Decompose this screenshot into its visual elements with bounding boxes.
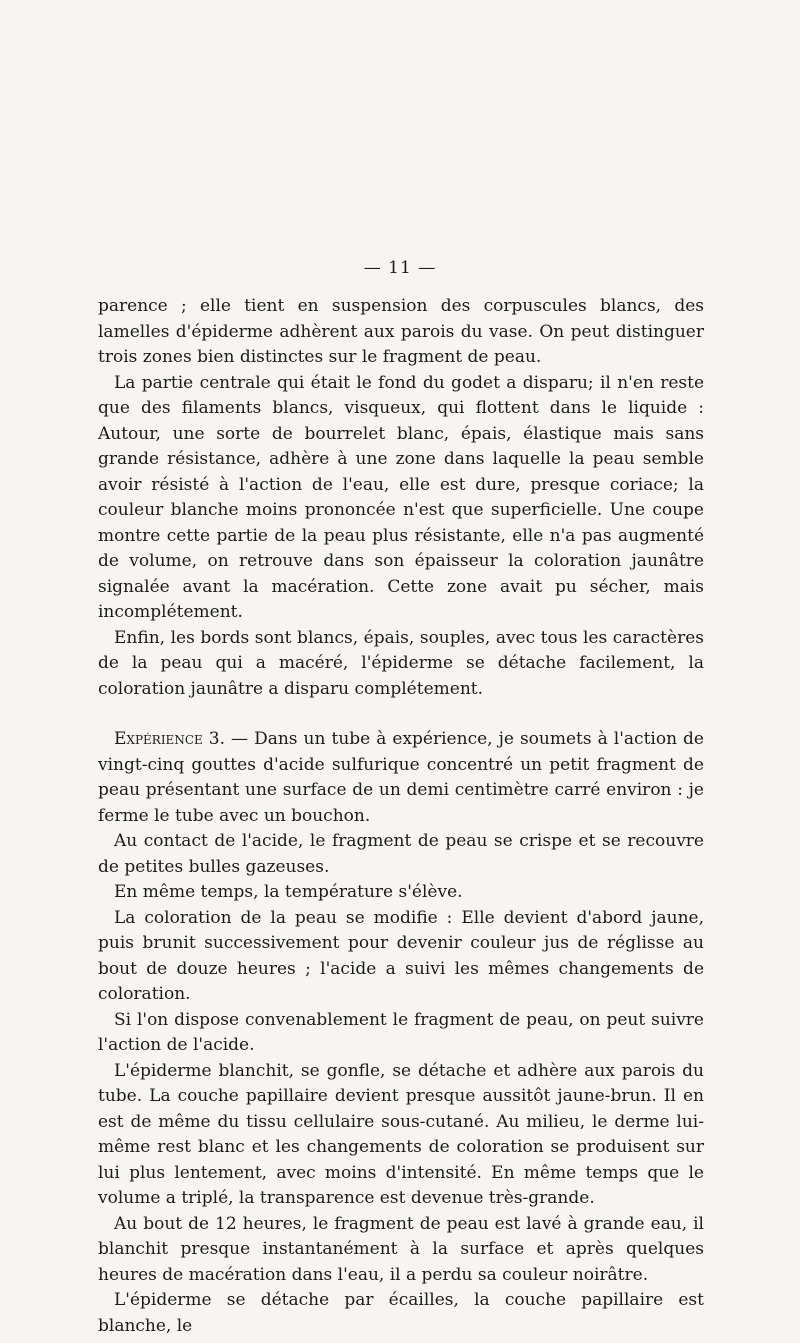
experience-paragraph	[98, 727, 704, 829]
paragraph: La coloration de la peau se modifie : Elle devient d'abord jaune, puis brunit successivement pour devenir couleur jus de réglisse au bout de douze heures ; l'acide a suivi les mêmes changements de coloration.	[98, 907, 704, 1004]
paragraph: parence ; elle tient en suspension des corpuscules blancs, des lamelles d'épiderme adhèrent aux parois du vase. On peut distinguer trois zones bien distinctes sur le fragment de peau.	[98, 296, 704, 367]
paragraph: La partie centrale qui était le fond du godet a disparu; il n'en reste que des filaments blancs, visqueux, qui flottent dans le liquide : Autour, une sorte de bourrelet blanc, épais, élastique mais sans grande résistance, adhère à une zone dans laquelle la peau semble avoir résisté à l'action de l'eau, elle est dure, presque coriace; la couleur blanche moins prononcée n'est que superficielle. Une coupe montre cette partie de la peau plus résistante, elle n'a pas augmenté de volume, on retrouve dans son épaisseur la coloration jaunâtre signalée avant la macération. Cette zone avait pu sécher, mais incomplétement.	[98, 372, 704, 622]
paragraph: Au bout de 12 heures, le fragment de peau est lavé à grande eau, il blanchit presque instantanément à la surface et après quelques heures de macération dans l'eau, il a perdu sa couleur noirâtre.	[98, 1213, 704, 1285]
body-text	[98, 294, 704, 1339]
paragraph: L'épiderme se détache par écailles, la couche papillaire est blanche, le	[98, 1290, 704, 1336]
experience-label: Expérience 3.	[114, 729, 226, 749]
paragraph: Enfin, les bords sont blancs, épais, souples, avec tous les caractères de la peau qui a macéré, l'épiderme se détache facilement, la coloration jaunâtre a disparu complétement.	[98, 627, 704, 699]
paragraph: Si l'on dispose convenablement le fragment de peau, on peut suivre l'action de l'acide.	[98, 1009, 704, 1055]
page-number: — 11 —	[363, 258, 437, 278]
paragraph: L'épiderme blanchit, se gonfle, se détache et adhère aux parois du tube. La couche papillaire devient presque aussitôt jaune-brun. Il en est de même du tissu cellulaire sous-cutané. Au milieu, le derme lui-même rest blanc et les changements de coloration se produisent sur lui plus lentement, avec moins d'intensité. En même temps que le volume a triplé, la transparence est devenue très-grande.	[98, 1060, 704, 1208]
paragraph: En même temps, la température s'élève.	[114, 882, 463, 902]
experience-text: — Dans un tube à expérience, je soumets à l'action de vingt-cinq gouttes d'acide sulfurique concentré un petit fragment de peau présentant une surface de un demi centimètre carré environ : je ferme le tube avec un bouchon.	[98, 729, 704, 826]
paragraph: Au contact de l'acide, le fragment de peau se crispe et se recouvre de petites bulles gazeuses.	[98, 831, 704, 877]
